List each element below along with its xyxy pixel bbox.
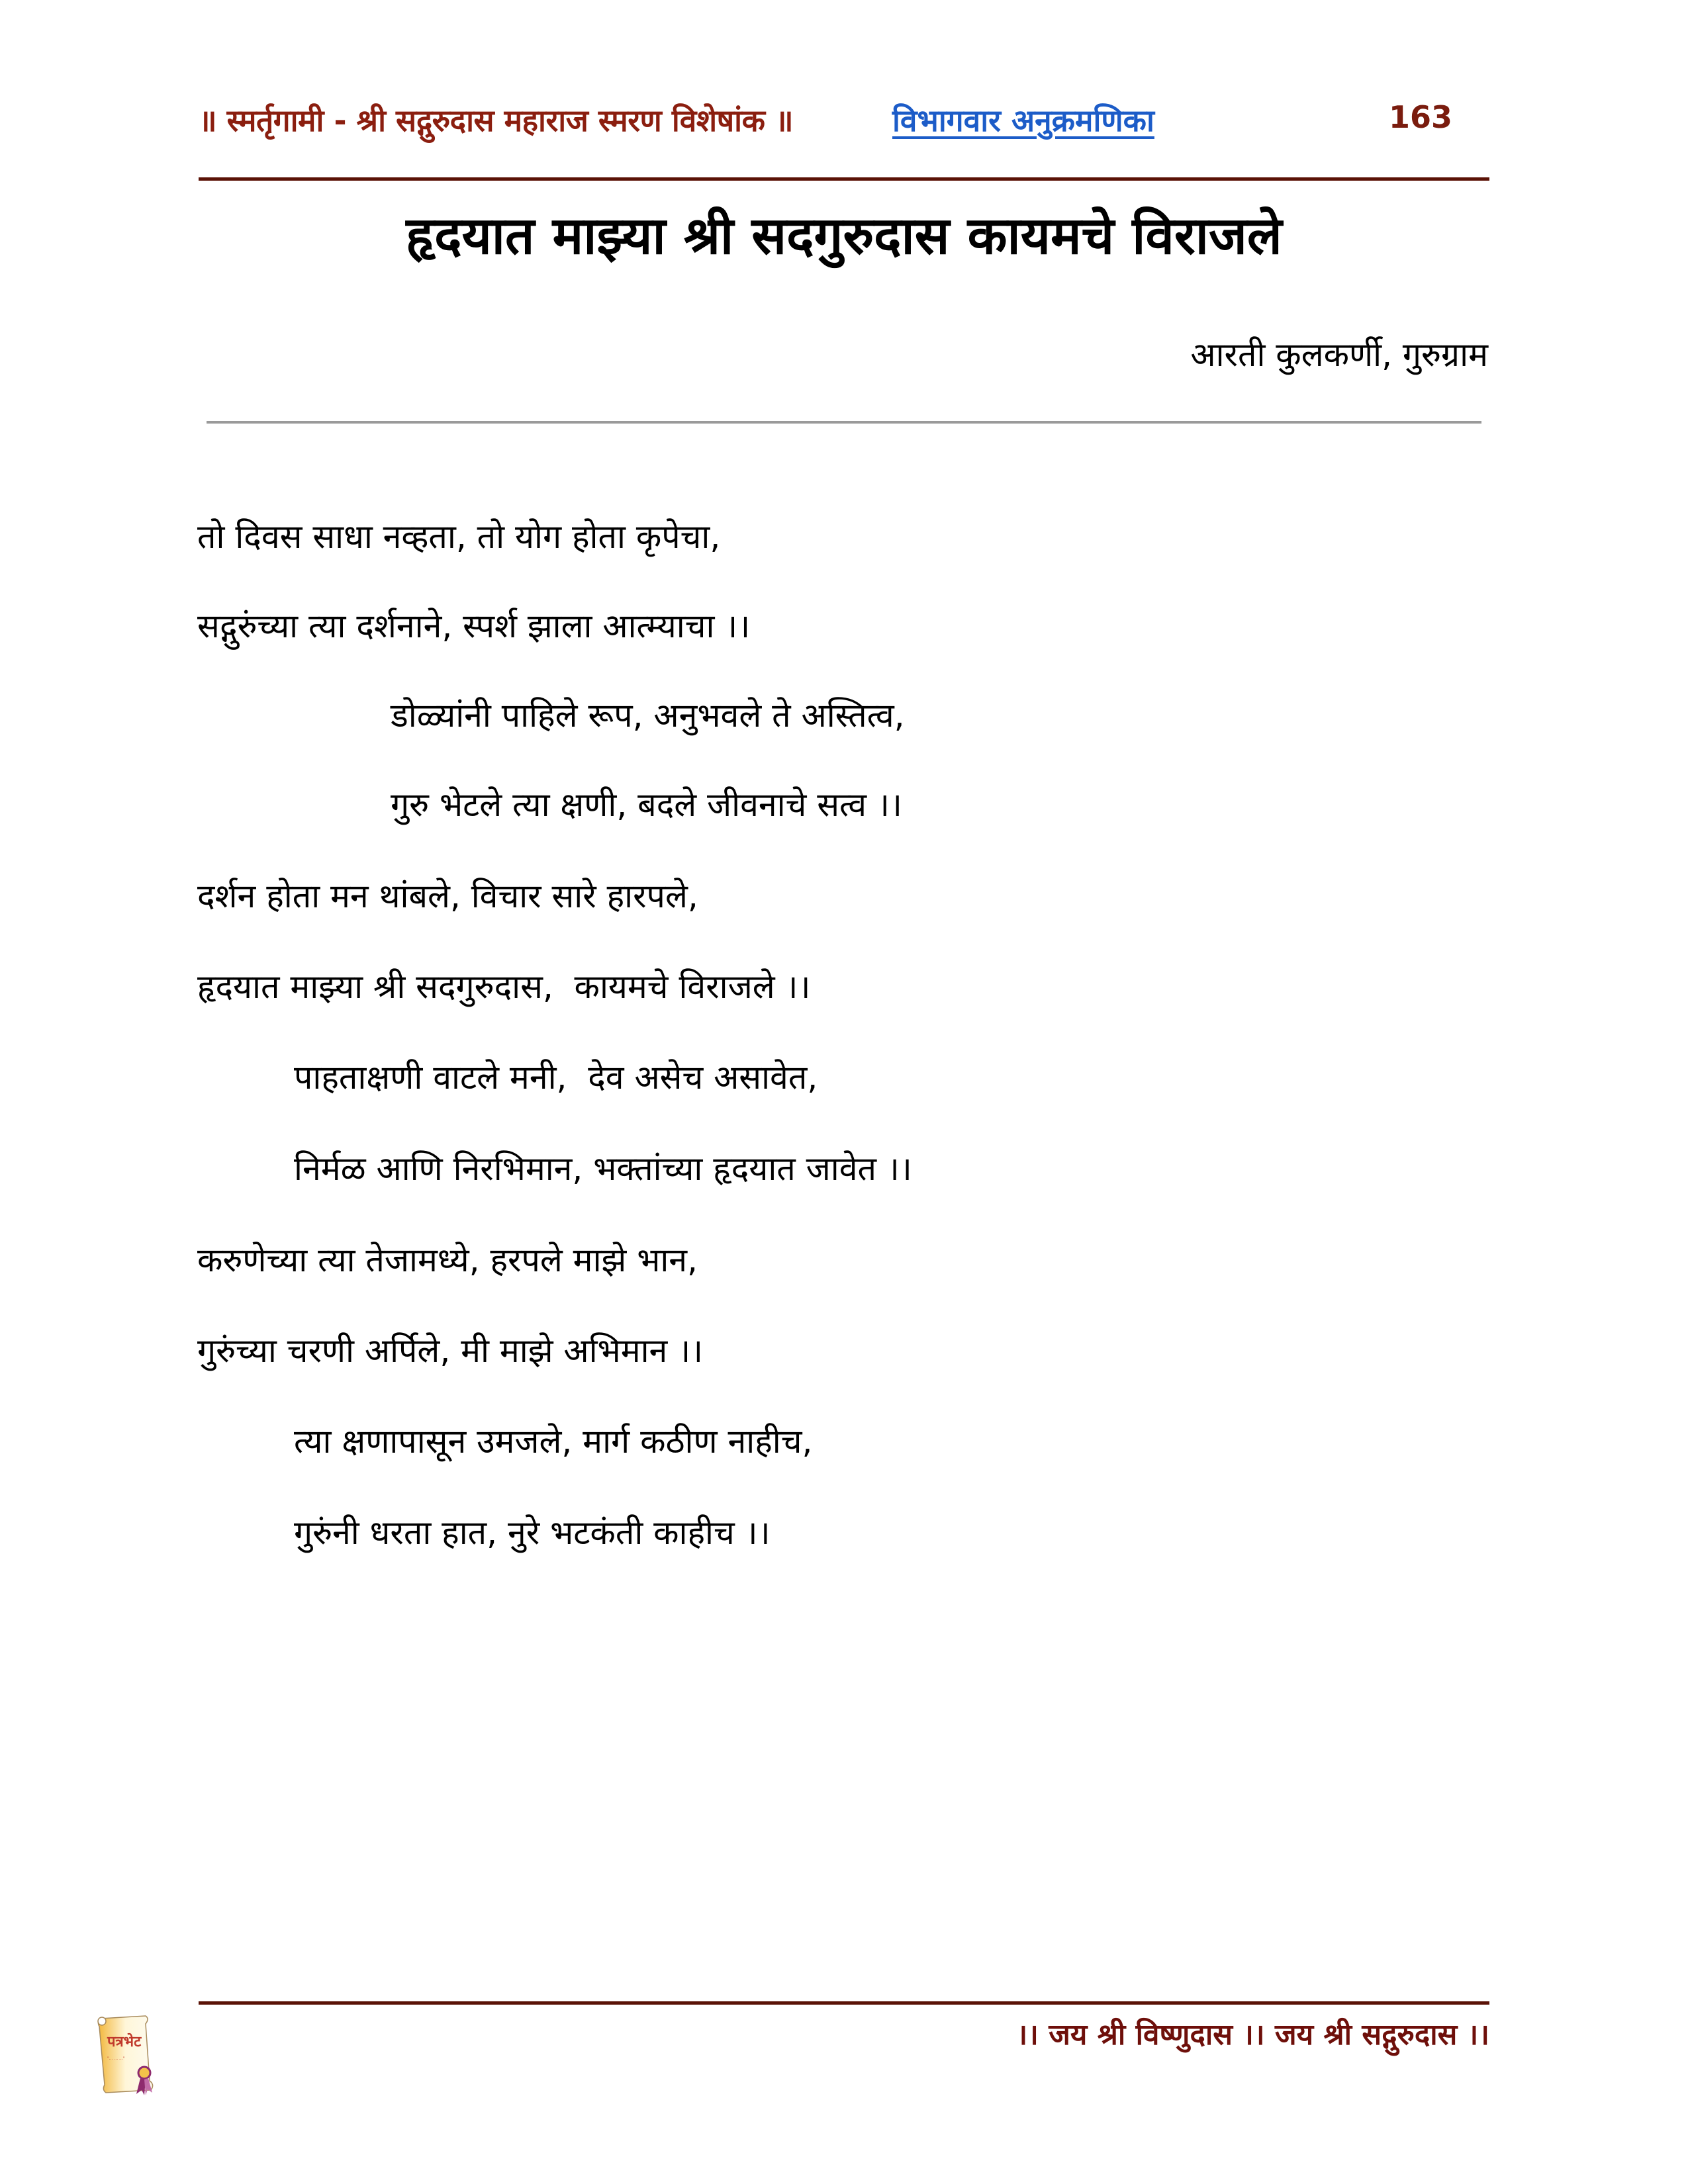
scroll-ribbon-icon [93,2012,172,2101]
page-number: 163 [1389,99,1453,135]
poem-line: पाहताक्षणी वाटले मनी, देव असेच असावेत, [294,1058,818,1097]
article-title: हृदयात माझ्या श्री सदगुरुदास कायमचे विराजले [406,206,1282,266]
poem-line: गुरुंच्या चरणी अर्पिले, मी माझे अभिमान ।। [197,1332,704,1370]
poem-line: दर्शन होता मन थांबले, विचार सारे हारपले, [197,877,698,915]
svg-text:पत्रभेट: पत्रभेट [107,2034,142,2050]
patrabhet-logo [93,2012,172,2101]
poem-line: गुरु भेटले त्या क्षणी, बदले जीवनाचे सत्व ।। [391,786,902,824]
poem-line: त्या क्षणापासून उमजले, मार्ग कठीण नाहीच, [294,1422,813,1461]
running-header-title: ॥ स्मर्तृगामी - श्री सद्गुरुदास महाराज स्मरण विशेषांक ॥ [199,103,793,138]
section-index-link[interactable]: विभागवार अनुक्रमणिका [892,103,1154,138]
footer-salutation: ।। जय श्री विष्णुदास ।। जय श्री सद्गुरुदास ।। [1016,2018,1489,2052]
article-author: आरती कुलकर्णी, गुरुग्राम [1190,336,1488,374]
poem-line: सद्गुरुंच्या त्या दर्शनाने, स्पर्श झाला आत्म्याचा ।। [197,607,751,645]
header-divider [199,177,1489,181]
poem-line: डोळ्यांनी पाहिले रूप, अनुभवले ते अस्तित्व, [391,696,905,735]
svg-text:"... ... ...": "... ... ..." [107,2056,125,2061]
poem-line: गुरुंनी धरता हात, नुरे भटकंती काहीच ।। [294,1514,771,1552]
poem-line: निर्मळ आणि निरभिमान, भक्तांच्या हृदयात जावेत ।। [294,1150,912,1188]
poem-line: करुणेच्या त्या तेजामध्ये, हरपले माझे भान, [197,1241,698,1279]
poem-line: तो दिवस साधा नव्हता, तो योग होता कृपेचा, [197,518,721,556]
footer-divider [199,2001,1489,2005]
poem-line: हृदयात माझ्या श्री सदगुरुदास, कायमचे विराजले ।। [197,968,811,1006]
title-divider [207,421,1481,424]
